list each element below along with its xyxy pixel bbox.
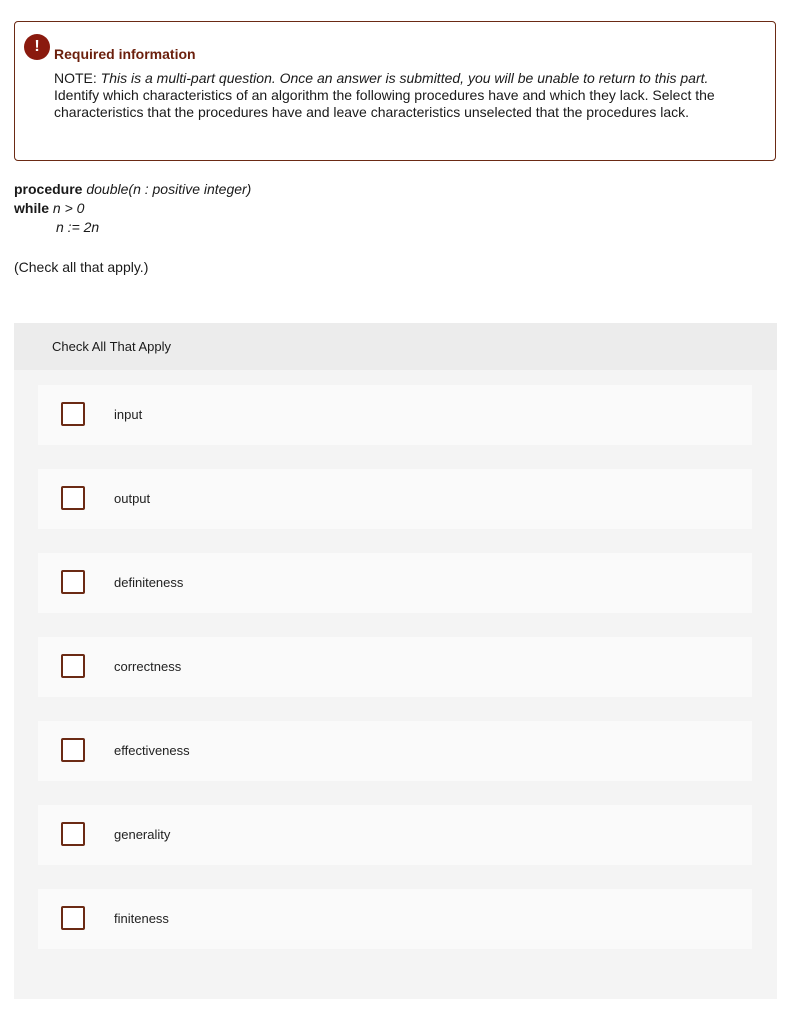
checkbox[interactable] bbox=[61, 906, 85, 930]
checkbox[interactable] bbox=[61, 486, 85, 510]
notice-body bbox=[54, 70, 744, 121]
exclamation-icon: ! bbox=[24, 34, 50, 60]
while-keyword: while bbox=[14, 200, 50, 216]
check-all-panel bbox=[14, 323, 777, 999]
option-label: finiteness bbox=[114, 911, 169, 926]
while-condition: n > 0 bbox=[52, 200, 85, 216]
option-definiteness[interactable] bbox=[38, 553, 752, 613]
note-prefix: NOTE: bbox=[54, 70, 101, 86]
checkbox[interactable] bbox=[61, 822, 85, 846]
panel-header: Check All That Apply bbox=[14, 323, 777, 370]
option-label: input bbox=[114, 407, 143, 422]
checkbox[interactable] bbox=[61, 654, 85, 678]
loop-body: n := 2n bbox=[56, 219, 100, 235]
option-label: generality bbox=[114, 827, 171, 842]
while-line bbox=[14, 199, 251, 218]
option-label: correctness bbox=[114, 659, 182, 674]
notice-title: Required information bbox=[54, 46, 196, 62]
checkbox[interactable] bbox=[61, 738, 85, 762]
instructions: Identify which characteristics of an algorithm the following procedures have and which they lack. Select the characteristics that the procedures have and leave characteristics unselected that the procedures lack. bbox=[54, 87, 715, 120]
checkbox[interactable] bbox=[61, 402, 85, 426]
option-generality[interactable] bbox=[38, 805, 752, 865]
option-label: effectiveness bbox=[114, 743, 190, 758]
checkbox[interactable] bbox=[61, 570, 85, 594]
procedure-keyword: procedure bbox=[14, 181, 83, 197]
required-information-notice bbox=[14, 21, 776, 161]
option-output[interactable] bbox=[38, 469, 752, 529]
note-italic: This is a multi-part question. Once an answer is submitted, you will be unable to return to this part. bbox=[100, 70, 709, 86]
procedure-line bbox=[14, 180, 251, 199]
procedure-signature: double(n : positive integer) bbox=[86, 181, 252, 197]
procedure-code bbox=[14, 180, 251, 237]
check-all-hint: (Check all that apply.) bbox=[14, 259, 149, 275]
option-effectiveness[interactable] bbox=[38, 721, 752, 781]
option-correctness[interactable] bbox=[38, 637, 752, 697]
option-label: output bbox=[114, 491, 151, 506]
option-input[interactable] bbox=[38, 385, 752, 445]
option-label: definiteness bbox=[114, 575, 184, 590]
option-finiteness[interactable] bbox=[38, 889, 752, 949]
options-list bbox=[38, 385, 752, 973]
